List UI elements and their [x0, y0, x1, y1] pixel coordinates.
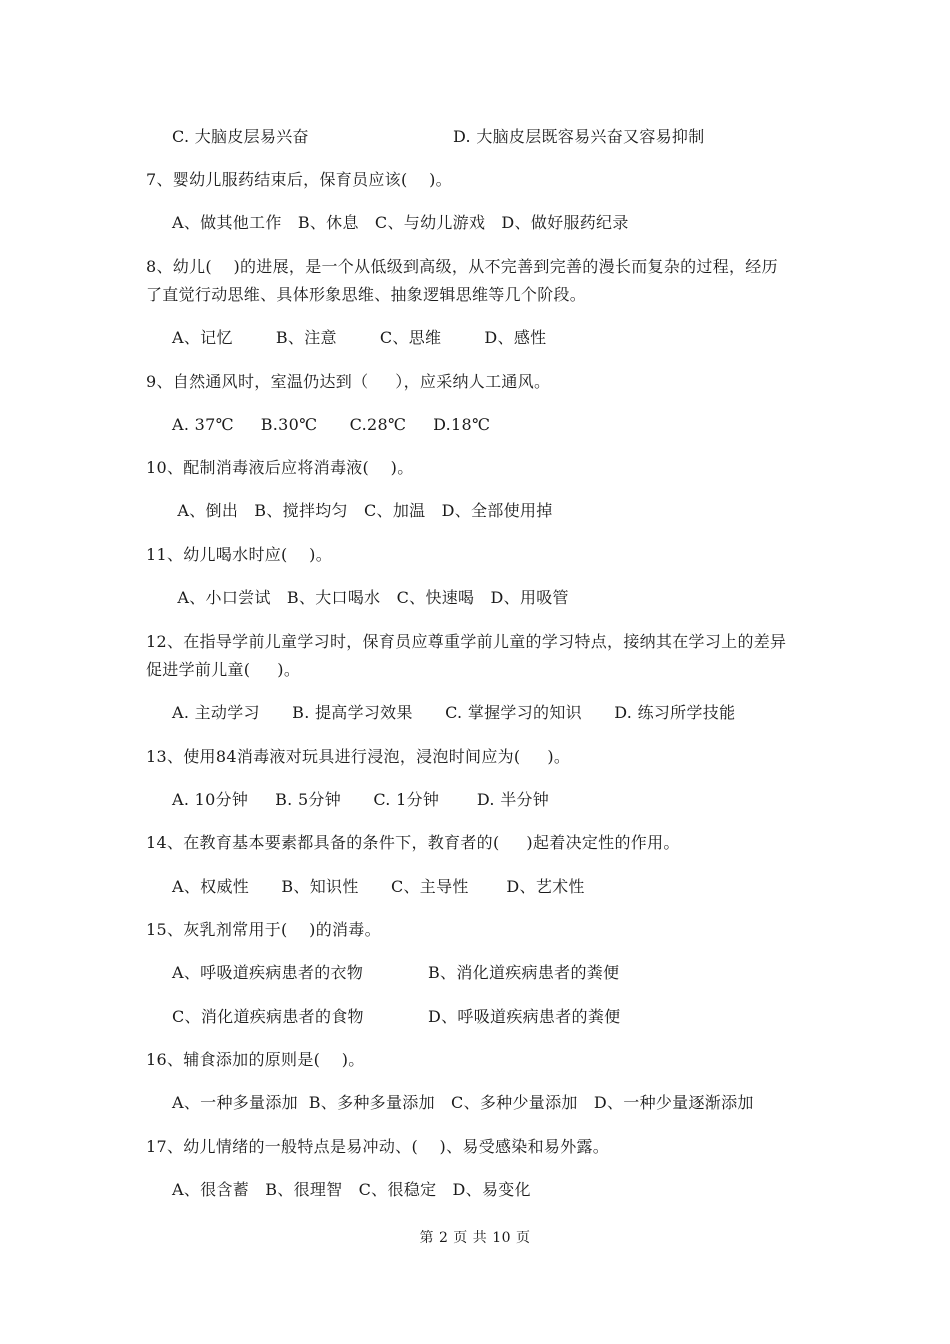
- option-6d: D. 大脑皮层既容易兴奋又容易抑制: [453, 127, 705, 146]
- page-number: 第 2 页 共 10 页: [419, 1230, 531, 1246]
- options-7: A、做其他工作 B、休息 C、与幼儿游戏 D、做好服药纪录: [172, 213, 629, 232]
- question-14: 14、在教育基本要素都具备的条件下，教育者的( )起着决定性的作用。: [146, 833, 680, 852]
- options-14: A、权威性 B、知识性 C、主导性 D、艺术性: [172, 877, 585, 896]
- option-6c: C. 大脑皮层易兴奋: [172, 127, 309, 146]
- question-8-line1: 8、幼儿( )的进展，是一个从低级到高级，从不完善到完善的漫长而复杂的过程，经历: [146, 257, 778, 276]
- option-15c: C、消化道疾病患者的食物: [172, 1007, 364, 1026]
- option-15a: A、呼吸道疾病患者的衣物: [172, 963, 364, 982]
- options-11: A、小口尝试 B、大口喝水 C、快速喝 D、用吸管: [172, 588, 569, 607]
- option-15d: D、呼吸道疾病患者的粪便: [428, 1007, 621, 1026]
- question-7: 7、婴幼儿服药结束后，保育员应该( )。: [146, 170, 452, 189]
- question-13: 13、使用84消毒液对玩具进行浸泡，浸泡时间应为( )。: [146, 747, 571, 766]
- question-12-line2: 促进学前儿童( )。: [146, 660, 301, 679]
- options-13: A. 10分钟 B. 5分钟 C. 1分钟 D. 半分钟: [172, 790, 550, 809]
- question-9: 9、自然通风时，室温仍达到（ ），应采纳人工通风。: [146, 372, 551, 391]
- options-10: A、倒出 B、搅拌均匀 C、加温 D、全部使用掉: [172, 501, 553, 520]
- question-8-line2: 了直觉行动思维、具体形象思维、抽象逻辑思维等几个阶段。: [146, 285, 587, 304]
- question-15: 15、灰乳剂常用于( )的消毒。: [146, 920, 381, 939]
- options-8: A、记忆 B、注意 C、思维 D、感性: [172, 328, 547, 347]
- question-17: 17、幼儿情绪的一般特点是易冲动、( )、易受感染和易外露。: [146, 1137, 610, 1156]
- question-11: 11、幼儿喝水时应( )。: [146, 545, 332, 564]
- question-16: 16、辅食添加的原则是( )。: [146, 1050, 365, 1069]
- options-16: A、一种多量添加 B、多种多量添加 C、多种少量添加 D、一种少量逐渐添加: [172, 1093, 754, 1112]
- options-9: A. 37℃ B.30℃ C.28℃ D.18℃: [172, 415, 491, 434]
- option-15b: B、消化道疾病患者的粪便: [428, 963, 620, 982]
- options-17: A、很含蓄 B、很理智 C、很稳定 D、易变化: [172, 1180, 531, 1199]
- question-12-line1: 12、在指导学前儿童学习时，保育员应尊重学前儿童的学习特点，接纳其在学习上的差异: [146, 632, 787, 651]
- question-10: 10、配制消毒液后应将消毒液( )。: [146, 458, 414, 477]
- options-12: A. 主动学习 B. 提高学习效果 C. 掌握学习的知识 D. 练习所学技能: [172, 703, 736, 722]
